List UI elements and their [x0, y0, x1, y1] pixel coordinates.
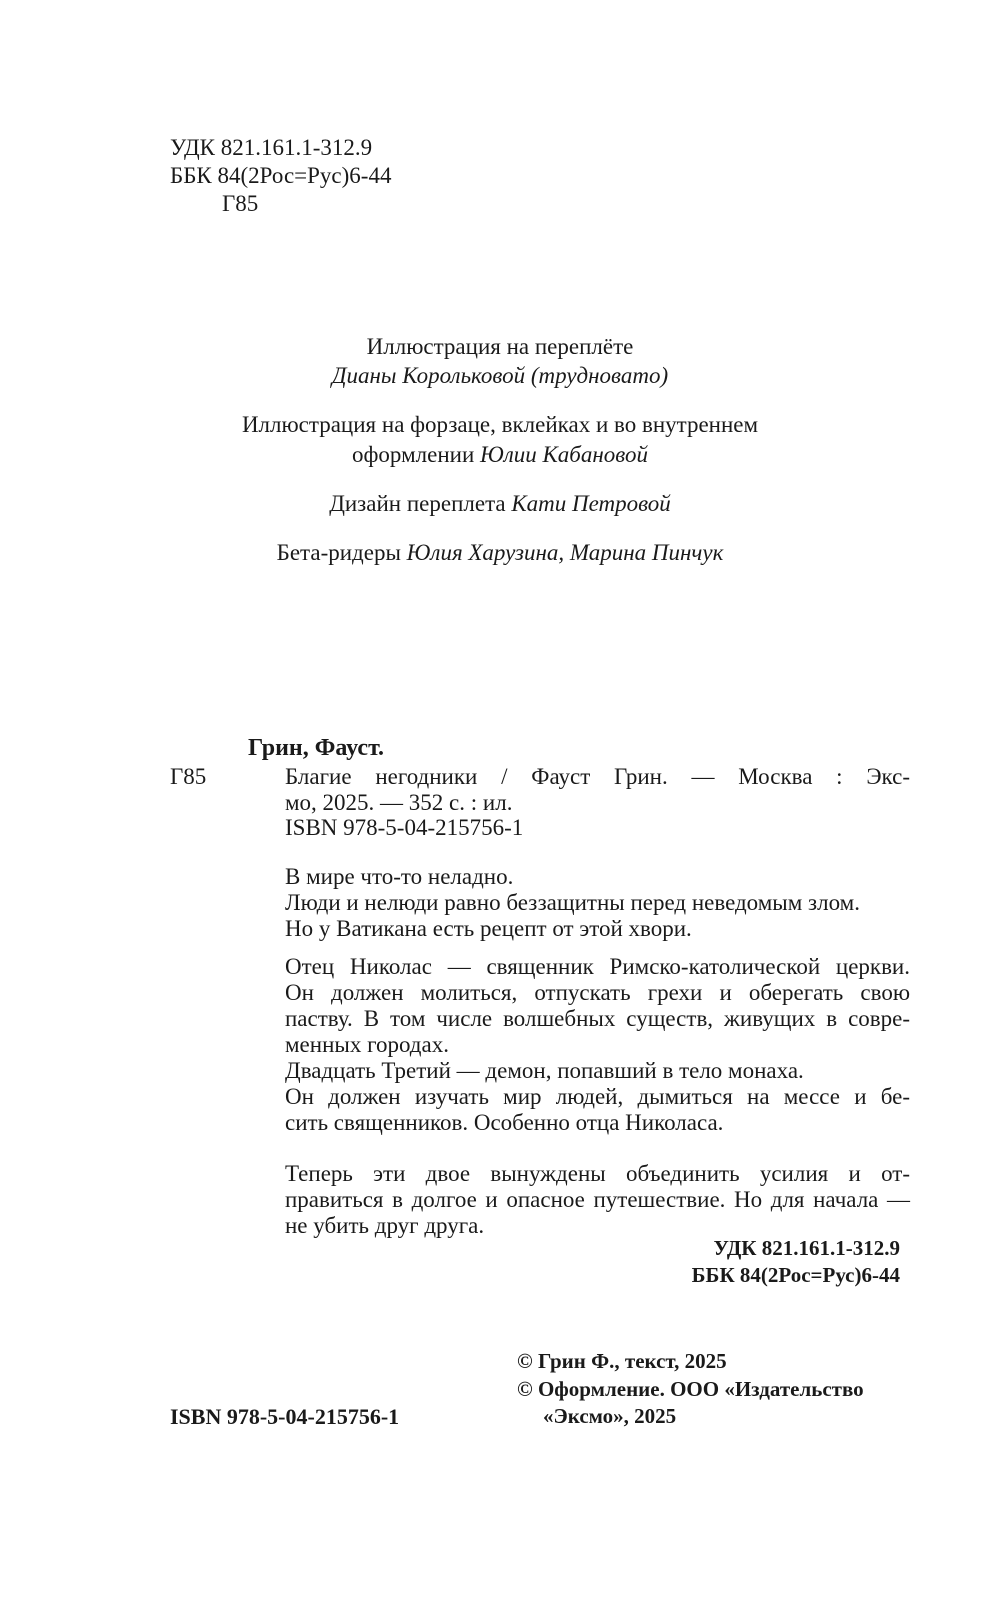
catalog-udk-code: УДК 821.161.1-312.9: [713, 1236, 900, 1260]
annotation-paragraph-2: Отец Николас — священник Римско-католической церкви. Он должен молиться, отпускать грехи и оберегать свою паству. В том числе волшебных существ, живущих в совре- менных городах. Двадцать Третий — демон, попавший в тело монаха. Он должен изучать мир людей, дымиться на мессе и бе- сить священников. Особенно отца Николаса.: [285, 954, 910, 1135]
catalog-author-mark: Г85: [170, 764, 207, 789]
author-mark: Г85: [222, 191, 259, 216]
catalog-bbk-code: ББК 84(2Рос=Рус)6-44: [691, 1263, 900, 1287]
catalog-bibliographic-description: Благие негодники / Фауст Грин. — Москва : Экс- мо, 2025. — 352 с. : ил.: [285, 764, 910, 815]
design-copyright-line1: © Оформление. ООО «Издательство: [517, 1377, 864, 1401]
cover-illustration-label: Иллюстрация на переплёте: [366, 334, 634, 359]
footer-isbn: ISBN 978-5-04-215756-1: [170, 1404, 400, 1429]
cover-illustration-artist: Дианы Корольковой (трудновато): [331, 363, 669, 388]
udk-code: УДК 821.161.1-312.9: [170, 135, 373, 160]
endpaper-illustration-line2: оформлении Юлии Кабановой: [352, 442, 648, 467]
endpaper-illustration-line1: Иллюстрация на форзаце, вклейках и во внутреннем: [241, 412, 759, 437]
design-copyright-line2: «Эксмо», 2025: [543, 1404, 677, 1428]
catalog-author-heading: Грин, Фауст.: [248, 735, 385, 761]
bbk-code: ББК 84(2Рос=Рус)6-44: [170, 163, 392, 188]
beta-readers-credit: Бета-ридеры Юлия Харузина, Марина Пинчук: [276, 540, 724, 565]
cover-design-credit: Дизайн переплета Кати Петровой: [329, 491, 671, 516]
catalog-isbn: ISBN 978-5-04-215756-1: [285, 815, 524, 840]
text-copyright: © Грин Ф., текст, 2025: [517, 1349, 727, 1373]
annotation-paragraph-3: Теперь эти двое вынуждены объединить усилия и от- правиться в долгое и опасное путешествие. Но для начала — не убить друг друга.: [285, 1161, 910, 1238]
annotation-paragraph-1: В мире что-то неладно. Люди и нелюди равно беззащитны перед неведомым злом. Но у Ватикана есть рецепт от этой хвори.: [285, 864, 860, 941]
